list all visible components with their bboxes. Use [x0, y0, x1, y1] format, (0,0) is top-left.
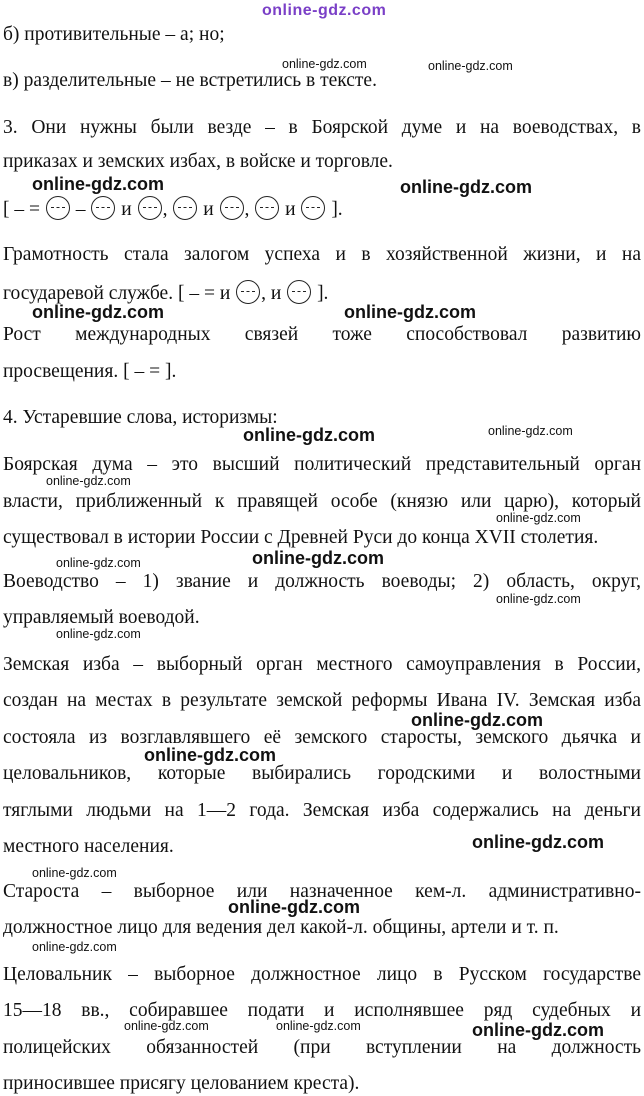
watermark: online-gdz.com	[282, 57, 367, 71]
scheme-text: и	[198, 199, 219, 220]
scheme-text: государевой службе. [ – = и	[3, 283, 236, 304]
scheme-text: ].	[312, 283, 329, 304]
scheme-text: , и	[261, 283, 287, 304]
text-line: приносившее присягу целованием креста).	[3, 1073, 360, 1094]
circumstance-circle-icon	[255, 196, 279, 220]
watermark: online-gdz.com	[32, 302, 164, 322]
text-line: существовал в истории России с Древней Руси до конца XVII столетия.	[3, 527, 599, 548]
watermark: online-gdz.com	[411, 710, 543, 730]
circumstance-circle-icon	[301, 196, 325, 220]
text-line: Староста – выборное или назначенное кем-л. административно-	[3, 881, 641, 902]
text-line: Целовальник – выборное должностное лицо в Русском государстве	[3, 964, 641, 985]
text-line: в) разделительные – не встретились в тексте.	[3, 70, 377, 91]
circumstance-circle-icon	[287, 280, 311, 304]
circumstance-circle-icon	[46, 196, 70, 220]
watermark: online-gdz.com	[488, 424, 573, 438]
scheme-text: ].	[326, 199, 343, 220]
text-line: 15—18 вв., собиравшее подати и исполнявшее ряд судебных и	[3, 1000, 641, 1021]
text-line: приказах и земских избах, в войске и торговле.	[3, 151, 393, 172]
watermark: online-gdz.com	[496, 592, 581, 606]
circumstance-circle-icon	[91, 196, 115, 220]
text-line: Боярская дума – это высший политический представительный орган	[3, 454, 641, 475]
text-line: власти, приближенный к правящей особе (князю или царю), который	[3, 491, 641, 512]
text-line: управляемый воеводой.	[3, 607, 200, 628]
watermark: online-gdz.com	[32, 866, 117, 880]
text-line: тяглыми людьми на 1—2 года. Земская изба содержались на деньги	[3, 800, 641, 821]
watermark: online-gdz.com	[32, 940, 117, 954]
text-line: Воеводство – 1) звание и должность воеводы; 2) область, округ,	[3, 571, 641, 592]
watermark: online-gdz.com	[56, 627, 141, 641]
watermark: online-gdz.com	[472, 1020, 604, 1040]
watermark: online-gdz.com	[276, 1019, 361, 1033]
watermark: online-gdz.com	[124, 1019, 209, 1033]
text-line: Земская изба – выборный орган местного самоуправления в России,	[3, 654, 641, 675]
text-line: 3. Они нужны были везде – в Боярской думе и на воеводствах, в	[3, 117, 641, 138]
watermark: online-gdz.com	[428, 59, 513, 73]
text-line: местного населения.	[3, 836, 174, 857]
circumstance-circle-icon	[173, 196, 197, 220]
sentence-scheme	[3, 196, 641, 222]
scheme-text: и	[116, 199, 137, 220]
text-line: целовальников, которые выбирались городскими и волостными	[3, 763, 641, 784]
scheme-text: и	[280, 199, 301, 220]
watermark: online-gdz.com	[228, 897, 360, 917]
circumstance-circle-icon	[138, 196, 162, 220]
site-logo[interactable]: online-gdz.com	[262, 2, 387, 19]
text-line: создан на местах в результате земской реформы Ивана IV. Земская изба	[3, 690, 641, 711]
text-line: Грамотность стала залогом успеха и в хозяйственной жизни, и на	[3, 244, 641, 265]
scheme-text: –	[70, 199, 91, 220]
watermark: online-gdz.com	[46, 474, 131, 488]
scheme-text: [ – =	[3, 199, 45, 220]
text-line: состояла из возглавлявшего её земского старосты, земского дьячка и	[3, 727, 641, 748]
watermark: online-gdz.com	[252, 548, 384, 568]
text-line: 4. Устаревшие слова, историзмы:	[3, 407, 278, 428]
watermark: online-gdz.com	[400, 177, 532, 197]
watermark: online-gdz.com	[472, 832, 604, 852]
watermark: online-gdz.com	[56, 556, 141, 570]
watermark: online-gdz.com	[496, 511, 581, 525]
circumstance-circle-icon	[236, 280, 260, 304]
watermark: online-gdz.com	[144, 745, 276, 765]
text-line: просвещения. [ – = ].	[3, 361, 177, 382]
text-line: должностное лицо для ведения дел какой-л. общины, артели и т. п.	[3, 917, 559, 938]
scheme-text: ,	[162, 199, 173, 220]
text-line: б) противительные – а; но;	[3, 24, 225, 45]
text-line: полицейских обязанностей (при вступлении на должность	[3, 1037, 641, 1058]
circumstance-circle-icon	[220, 196, 244, 220]
scheme-text: ,	[244, 199, 255, 220]
watermark: online-gdz.com	[243, 425, 375, 445]
watermark: online-gdz.com	[344, 302, 476, 322]
text-line: Рост международных связей тоже способствовал развитию	[3, 324, 641, 345]
watermark: online-gdz.com	[32, 174, 164, 194]
